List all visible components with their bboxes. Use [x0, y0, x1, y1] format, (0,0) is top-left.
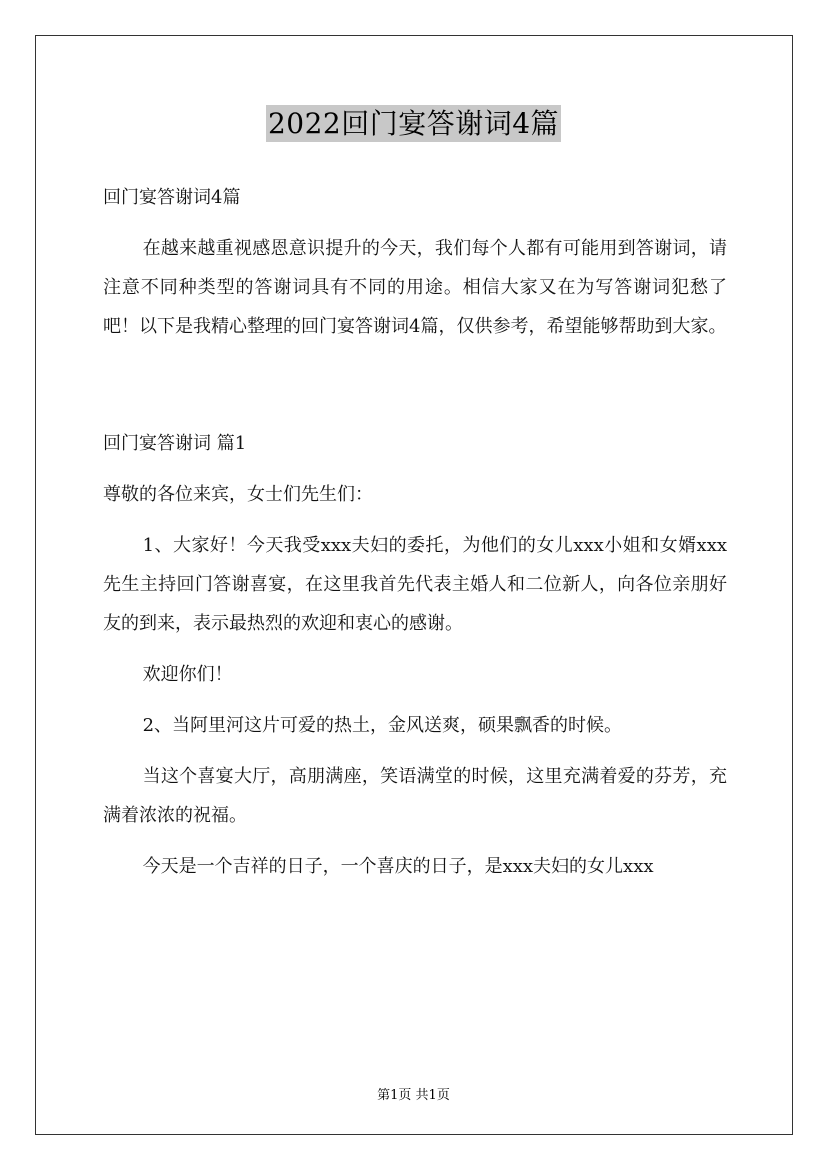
- subtitle: 回门宴答谢词4篇: [103, 187, 241, 208]
- page-footer: 第1页 共1页: [377, 1088, 450, 1103]
- paragraph-1: 1、大家好！今天我受xxx夫妇的委托，为他们的女儿xxx小姐和女婿xxx先生主持回门答谢喜宴，在这里我首先代表主婚人和二位新人，向各位亲朋好友的到来，表示最热烈的欢迎和衷心的感谢。: [103, 535, 727, 634]
- paragraph-3: 2、当阿里河这片可爱的热土，金风送爽，硕果飘香的时候。: [142, 715, 623, 736]
- intro-paragraph: 在越来越重视感恩意识提升的今天，我们每个人都有可能用到答谢词，请注意不同种类型的答谢词具有不同的用途。相信大家又在为写答谢词犯愁了吧！以下是我精心整理的回门宴答谢词4篇，仅供参考，希望能够帮助到大家。: [103, 238, 727, 337]
- salutation: 尊敬的各位来宾，女士们先生们：: [103, 484, 373, 505]
- document-title-block: [0, 102, 827, 142]
- paragraph-5: 今天是一个吉祥的日子，一个喜庆的日子，是xxx夫妇的女儿xxx: [142, 856, 654, 877]
- paragraph-4: 当这个喜宴大厅，高朋满座，笑语满堂的时候，这里充满着爱的芬芳，充满着浓浓的祝福。: [103, 766, 727, 826]
- document-body: [103, 178, 727, 886]
- paragraph-2: 欢迎你们！: [142, 664, 233, 685]
- section-heading: 回门宴答谢词 篇1: [103, 433, 247, 454]
- document-title: 2022回门宴答谢词4篇: [267, 107, 560, 140]
